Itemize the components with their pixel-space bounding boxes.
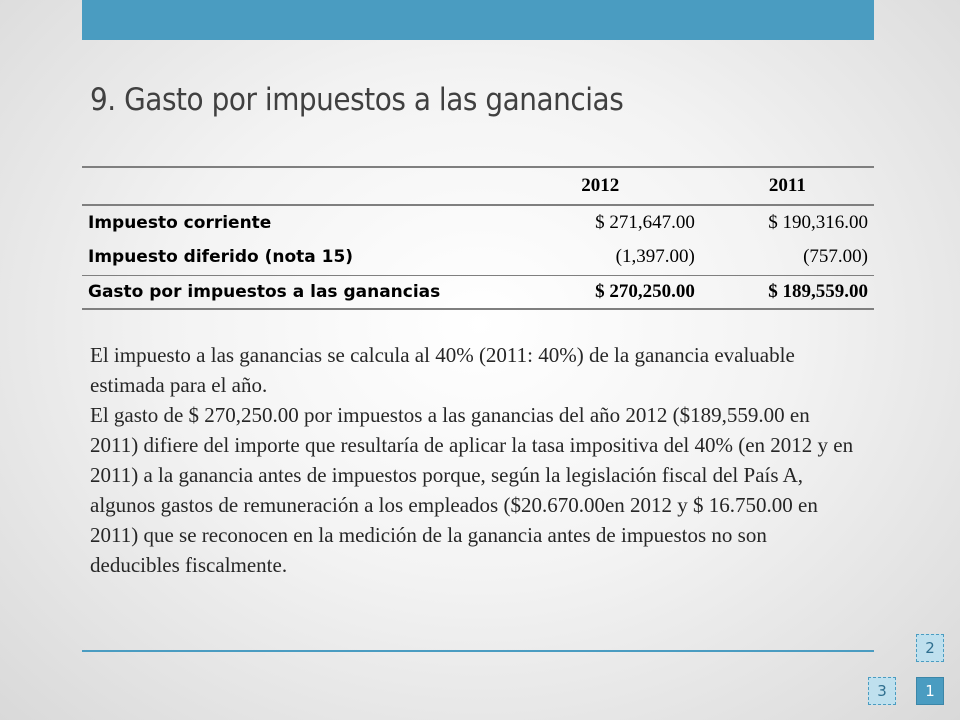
nav-button-3[interactable]: 3 — [868, 677, 896, 705]
explanation-text — [90, 340, 860, 580]
nav-button-2[interactable]: 2 — [916, 634, 944, 662]
paragraph-tax-explanation: El gasto de $ 270,250.00 por impuestos a las ganancias del año 2012 ($189,559.00 en 2011) difiere del importe que resultaría de aplicar la tasa impositiva del 40% (en 2012 y en 2011) a la ganancia antes de impuestos porque, según la legislación fiscal del País A, algunos gastos de remuneración a los empleados ($20.670.00en 2012 y $ 16.750.00 en 2011) que se reconocen en la medición de la ganancia antes de impuestos no son deducibles fiscalmente. — [90, 403, 854, 577]
table-total-row — [82, 275, 874, 309]
total-value-2012: $ 270,250.00 — [595, 280, 695, 302]
row-value-2011: $ 190,316.00 — [768, 212, 868, 233]
bottom-divider — [82, 650, 874, 652]
header-2012: 2012 — [581, 175, 620, 196]
total-value-2011: $ 189,559.00 — [768, 280, 868, 302]
total-label: Gasto por impuestos a las ganancias — [88, 281, 441, 302]
row-value-2012: $ 271,647.00 — [595, 212, 695, 233]
header-2011: 2011 — [768, 175, 806, 196]
top-accent-bar — [82, 0, 874, 40]
nav-button-1[interactable]: 1 — [916, 677, 944, 705]
table-row — [82, 205, 874, 240]
paragraph-tax-rate: El impuesto a las ganancias se calcula al 40% (2011: 40%) de la ganancia evaluable estimada para el año. — [90, 343, 795, 397]
row-value-2011: (757.00) — [803, 246, 868, 268]
header-label — [82, 167, 500, 205]
row-label: Impuesto diferido (nota 15) — [88, 247, 354, 268]
table-row — [82, 240, 874, 275]
tax-expense-table — [82, 166, 874, 310]
row-value-2012: (1,397.00) — [615, 246, 695, 268]
table-header-row — [82, 167, 874, 205]
page-title: 9. Gasto por impuestos a las ganancias — [90, 82, 624, 118]
row-label: Impuesto corriente — [88, 213, 272, 233]
